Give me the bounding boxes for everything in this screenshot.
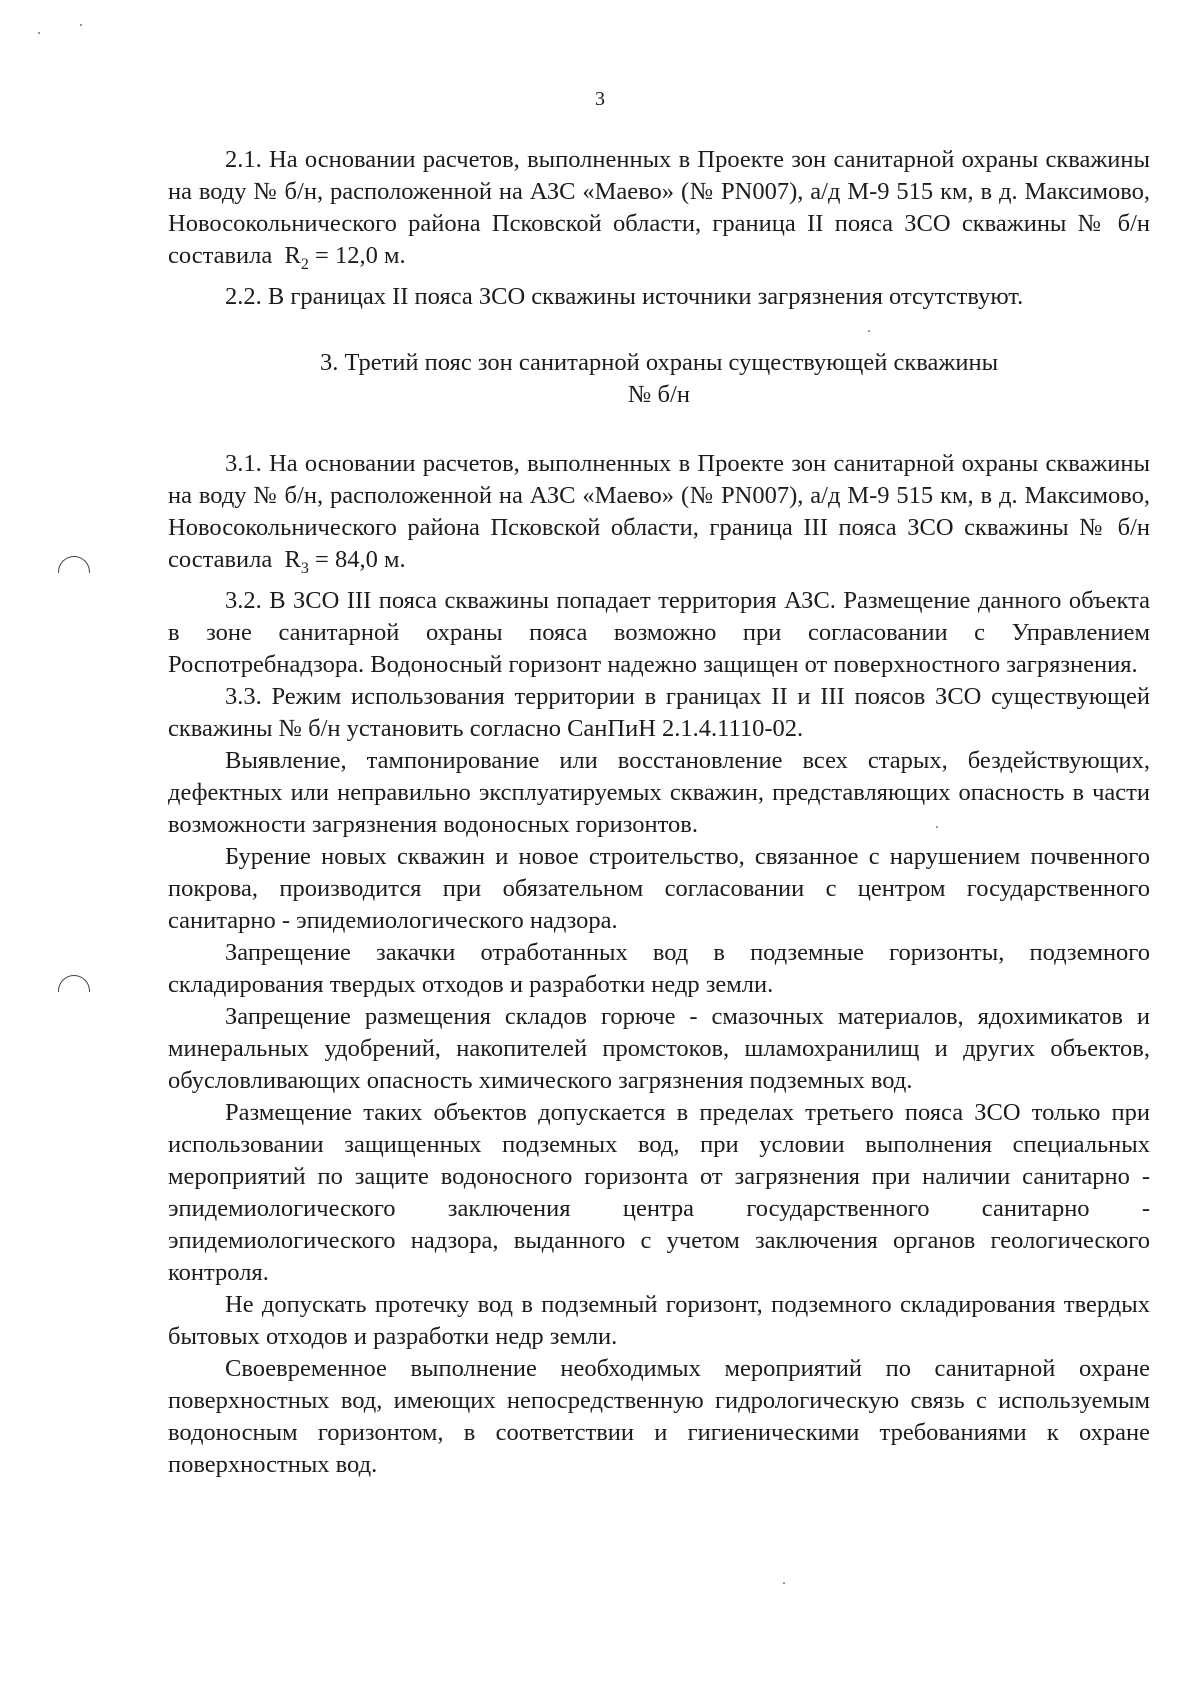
radius-symbol: R [284, 545, 301, 573]
punch-hole-mark [58, 975, 90, 992]
paragraph-3-1 [168, 448, 1150, 585]
radius-value: = 12,0 м. [308, 242, 406, 269]
paragraph-2-1-text: 2.1. На основании расчетов, выполненных в Проекте зон санитарной охраны скважины на воду № б/н, расположенной на АЗС «Маево» (№ PN007), а/д М-9 515 км, в д. Максимово, Новосокольнического района Псковской области, граница II пояса ЗСО скважины № б/н составила [168, 146, 1150, 269]
scan-speck [80, 24, 82, 26]
radius-value: = 84,0 м. [308, 545, 406, 573]
radius-subscript: 2 [300, 255, 309, 273]
radius-formula-2 [284, 242, 406, 273]
paragraph-drilling: Бурение новых скважин и новое строительство, связанное с нарушением почвенного покрова, производится при обязательном согласовании с центром государственного санитарно - эпидемиологического надзора. [168, 842, 1150, 934]
paragraph-3-1-text: 3.1. На основании расчетов, выполненных в Проекте зон санитарной охраны скважины на воду № б/н, расположенной на АЗС «Маево» (№ PN007), а/д М-9 515 км, в д. Максимово, Новосокольнического района Псковской области, граница III пояса ЗСО скважины № б/н составила [168, 449, 1150, 573]
scan-speck [783, 1582, 785, 1584]
document-body [168, 144, 1150, 1481]
scan-speck [38, 32, 40, 34]
radius-formula-3 [284, 545, 406, 577]
section-3-title-line2: № б/н [628, 380, 690, 408]
paragraph-3-2: 3.2. В ЗСО III пояса скважины попадает территория АЗС. Размещение данного объекта в зоне санитарной охраны пояса возможно при согласовании с Управлением Роспотребнадзора. Водоносный горизонт надежно защищен от поверхностного загрязнения. [168, 586, 1150, 678]
section-3-title-line1: 3. Третий пояс зон санитарной охраны существующей скважины [319, 348, 999, 376]
paragraph-identification: Выявление, тампонирование или восстановление всех старых, бездействующих, дефектных или неправильно эксплуатируемых скважин, представляющих опасность в части возможности загрязнения водоносных горизонтов. [168, 746, 1150, 838]
radius-symbol: R [284, 242, 301, 269]
punch-hole-mark [58, 556, 90, 573]
paragraph-ban-storage: Запрещение размещения складов горюче - смазочных материалов, ядохимикатов и минеральных удобрений, накопителей промстоков, шламохранилищ и других объектов, обусловливающих опасность химического загрязнения подземных вод. [168, 1002, 1150, 1094]
paragraph-placement: Размещение таких объектов допускается в пределах третьего пояса ЗСО только при использовании защищенных подземных вод, при условии выполнения специальных мероприятий по защите водоносного горизонта от загрязнения при наличии санитарно - эпидемиологического заключения центра государственного санитарно - эпидемиологического надзора, выданного с учетом заключения органов геологического контроля. [168, 1098, 1150, 1286]
paragraph-timely: Своевременное выполнение необходимых мероприятий по санитарной охране поверхностных вод, имеющих непосредственную гидрологическую связь с используемым водоносным горизонтом, в соответствии и гигиеническими требованиями к охране поверхностных вод. [168, 1354, 1150, 1478]
page-number: 3 [595, 88, 605, 110]
radius-subscript: 3 [300, 559, 309, 577]
paragraph-2-2: 2.2. В границах II пояса ЗСО скважины источники загрязнения отсутствуют. [225, 282, 1024, 310]
section-3-title [168, 347, 1150, 411]
paragraph-no-leak: Не допускать протечку вод в подземный горизонт, подземного складирования твердых бытовых отходов и разработки недр земли. [168, 1290, 1150, 1350]
paragraph-3-3: 3.3. Режим использования территории в границах II и III поясов ЗСО существующей скважины № б/н установить согласно СанПиН 2.1.4.1110-02. [168, 682, 1150, 742]
paragraph-ban-injection: Запрещение закачки отработанных вод в подземные горизонты, подземного складирования твердых отходов и разработки недр земли. [168, 938, 1150, 998]
paragraph-2-1 [168, 144, 1150, 281]
